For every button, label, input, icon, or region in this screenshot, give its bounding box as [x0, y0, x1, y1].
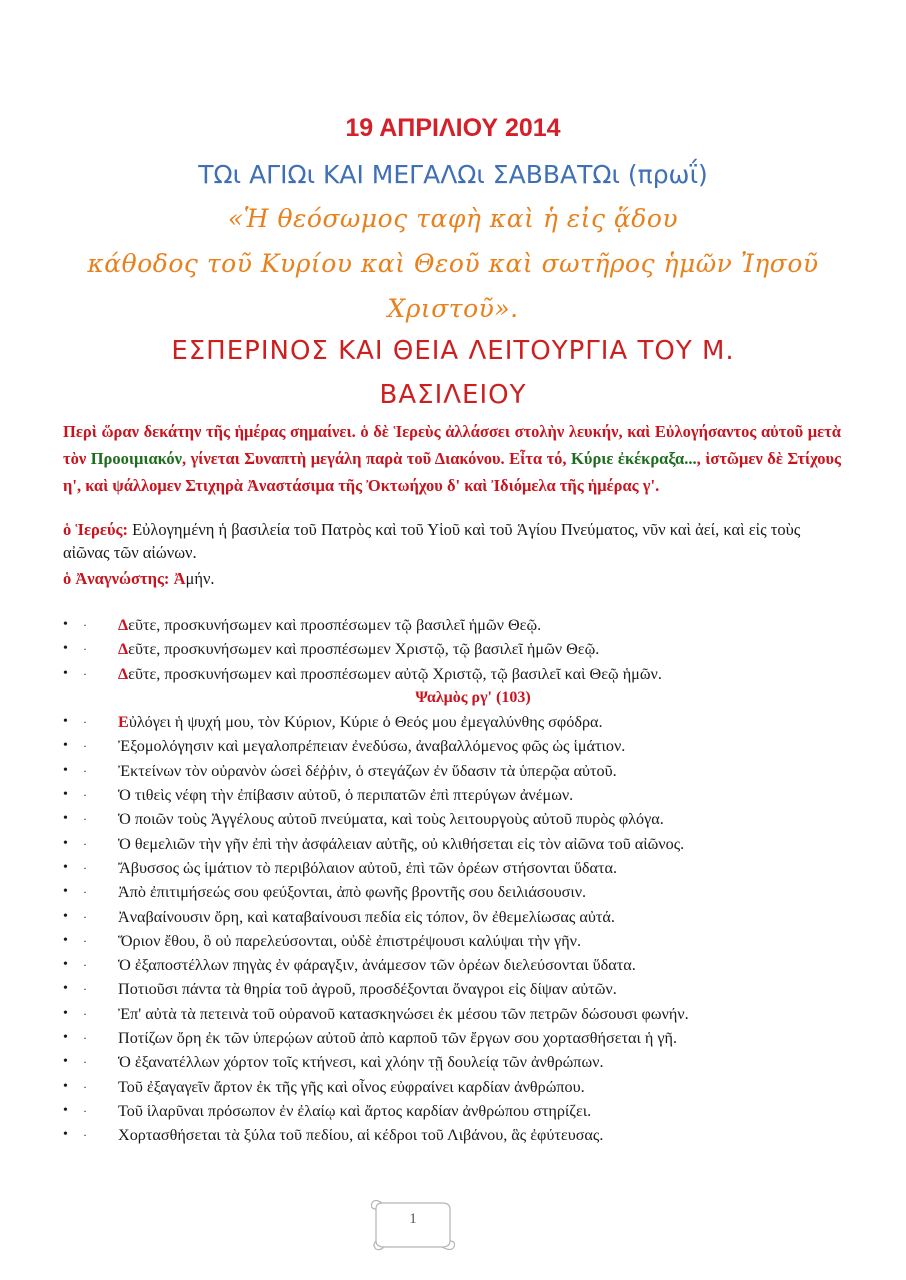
verse-text: Τοῦ ἐξαγαγεῖν ἄρτον ἐκ τῆς γῆς καὶ οἶνος εὐφραίνει καρδίαν ἀνθρώπου. [118, 1077, 585, 1096]
list-item [63, 1075, 863, 1099]
list-item [63, 929, 863, 953]
verse-text: Ἐκτείνων τὸν οὐρανὸν ὡσεὶ δέῤῥιν, ὁ στεγάζων ἐν ὕδασιν τὰ ὑπερῷα αὐτοῦ. [118, 761, 617, 780]
bullet-mid: · [83, 836, 87, 851]
rubric-text-3: , ἱστῶμεν δὲ Στίχους η', καὶ ψάλλομεν Στιχηρὰ Ἀναστάσιμα τῆς Ὀκτωήχου δ' καὶ Ἰδιόμελα τῆς ἡμέρας γ'. [63, 449, 841, 495]
verse-text: Ἐπ' αὐτὰ τὰ πετεινὰ τοῦ οὐρανοῦ κατασκηνώσει ἐκ μέσου τῶν πετρῶν δώσουσι φωνήν. [118, 1004, 689, 1023]
bullet-icon: • [63, 981, 68, 997]
verse-text: εῦτε, προσκυνήσωμεν καὶ προσπέσωμεν τῷ βασιλεῖ ἡμῶν Θεῷ. [128, 616, 542, 634]
list-item [63, 734, 863, 758]
verse-text: Τοῦ ἱλαρῦναι πρόσωπον ἐν ἐλαίῳ καὶ ἄρτος καρδίαν ἀνθρώπου στηρίζει. [118, 1101, 592, 1120]
bullet-mid: · [83, 642, 87, 657]
bullet-mid: · [83, 1055, 87, 1070]
verse-text: ὐλόγει ἡ ψυχή μου, τὸν Κύριον, Κύριε ὁ Θεός μου ἐμεγαλύνθης σφόδρα. [128, 713, 603, 732]
verse-text: Ὁ τιθεὶς νέφη τὴν ἐπίβασιν αὐτοῦ, ὁ περιπατῶν ἐπὶ πτερύγων ἀνέμων. [118, 786, 574, 805]
rubric-paragraph [63, 418, 841, 499]
bullet-mid: · [83, 1006, 87, 1021]
bullet-icon: • [63, 1127, 68, 1143]
bullet-icon: • [63, 1030, 68, 1046]
priest-text: Εὐλογημένη ἡ βασιλεία τοῦ Πατρὸς καὶ τοῦ Υἱοῦ καὶ τοῦ Ἁγίου Πνεύματος, νῦν καὶ ἀεί, καὶ εἰς τοὺς αἰῶνας τῶν αἰώνων. [63, 520, 801, 562]
bullet-mid: · [83, 885, 87, 900]
bullet-mid: · [83, 1031, 87, 1046]
initial-letter: Δ [118, 664, 129, 683]
reader-text: μήν. [185, 569, 215, 588]
bullet-mid: · [83, 763, 87, 778]
verse-text: Ὁ θεμελιῶν τὴν γῆν ἐπὶ τὴν ἀσφάλειαν αὐτῆς, οὐ κλιθήσεται εἰς τὸν αἰῶνα τοῦ αἰῶνος. [118, 834, 685, 853]
bullet-mid: · [83, 909, 87, 924]
bullet-mid: · [83, 715, 87, 730]
psalm-title: Ψαλμὸς ργ' (103) [415, 688, 531, 706]
verse-text: Ὁ ἐξανατέλλων χόρτον τοῖς κτήνεσι, καὶ χλόην τῇ δουλείᾳ τῶν ἀνθρώπων. [118, 1053, 604, 1072]
bullet-icon: • [63, 714, 68, 730]
verse-text: Ἐξομολόγησιν καὶ μεγαλοπρέπειαν ἐνεδύσω, ἀναβαλλόμενος φῶς ὡς ἱμάτιον. [118, 737, 626, 756]
bullet-mid: · [83, 1103, 87, 1118]
list-item [63, 1123, 863, 1147]
hymn-line-2: κάθοδος τοῦ Κυρίου καὶ Θεοῦ καὶ σωτῆρος ἡμῶν Ἰησοῦ [87, 249, 819, 278]
page-number-scroll [370, 1195, 456, 1253]
bullet-icon: • [63, 665, 68, 681]
verse-text: εῦτε, προσκυνήσωμεν καὶ προσπέσωμεν αὐτῷ Χριστῷ, τῷ βασιλεῖ καὶ Θεῷ ἡμῶν. [128, 664, 662, 683]
list-item [63, 662, 863, 686]
rubric-green-1: Προοιμιακόν [90, 449, 182, 468]
list-item [63, 1099, 863, 1123]
bullet-icon: • [63, 835, 68, 851]
service-title-line-2: ΒΑΣΙΛΕΙΟΥ [379, 380, 527, 410]
page-number: 1 [409, 1211, 417, 1227]
service-title-line-1: ΕΣΠΕΡΙΝΟΣ ΚΑΙ ΘΕΙΑ ΛΕΙΤΟΥΡΓΙΑ ΤΟΥ Μ. [171, 336, 735, 366]
list-item [63, 637, 863, 661]
bullet-mid: · [83, 933, 87, 948]
verse-text: Χορτασθήσεται τὰ ξύλα τοῦ πεδίου, αἱ κέδροι τοῦ Λιβάνου, ἃς ἐφύτευσας. [118, 1126, 604, 1145]
bullet-icon: • [63, 811, 68, 827]
rubric-green-2: Κύριε ἐκέκραξα... [571, 449, 697, 468]
bullet-mid: · [83, 666, 87, 681]
verse-text: Ὅριον ἔθου, ὃ οὐ παρελεύσονται, οὐδὲ ἐπιστρέψουσι καλύψαι τὴν γῆν. [118, 931, 582, 950]
list-item [63, 1050, 863, 1074]
bullet-mid: · [83, 1128, 87, 1143]
list-item [63, 905, 863, 929]
bullet-icon: • [63, 762, 68, 778]
list-item [63, 977, 863, 1001]
priest-label: ὁ Ἱερεύς: [63, 520, 133, 539]
initial-letter: Δ [118, 640, 129, 659]
bullet-mid: · [83, 739, 87, 754]
reader-label: ὁ Ἀναγνώστης: [63, 569, 174, 588]
list-item [63, 832, 863, 856]
verse-text: Ὁ ἐξαποστέλλων πηγὰς ἐν φάραγξιν, ἀνάμεσον τῶν ὀρέων διελεύσονται ὕδατα. [118, 956, 636, 975]
verse-text: Ἀπὸ ἐπιτιμήσεώς σου φεύξονται, ἀπὸ φωνῆς βροντῆς σου δειλιάσουσιν. [118, 883, 587, 902]
bullet-icon: • [63, 1054, 68, 1070]
list-item [63, 783, 863, 807]
list-item [63, 1002, 863, 1026]
verse-text: Ποτιοῦσι πάντα τὰ θηρία τοῦ ἀγροῦ, προσδέξονται ὄναγροι εἰς δίψαν αὐτῶν. [118, 980, 617, 999]
list-item [63, 807, 863, 831]
hymn-line-1: «Ἡ θεόσωμος ταφὴ καὶ ἡ εἰς ᾅδου [227, 204, 679, 233]
bullet-mid: · [83, 618, 87, 632]
bullet-mid: · [83, 860, 87, 875]
verse-list [63, 613, 863, 1148]
bullet-icon: • [63, 884, 68, 900]
bullet-icon: • [63, 738, 68, 754]
bullet-icon: • [63, 617, 68, 632]
list-item [63, 1026, 863, 1050]
verse-text: Ἀναβαίνουσιν ὄρη, καὶ καταβαίνουσι πεδία εἰς τόπον, ὃν ἐθεμελίωσας αὐτά. [118, 907, 615, 926]
list-item [63, 759, 863, 783]
bullet-mid: · [83, 958, 87, 973]
bullet-icon: • [63, 787, 68, 803]
bullet-icon: • [63, 1102, 68, 1118]
bullet-icon: • [63, 957, 68, 973]
date-heading: 19 ΑΠΡΙΛΙΟΥ 2014 [345, 114, 561, 142]
bullet-icon: • [63, 1005, 68, 1021]
list-item [63, 613, 863, 637]
reader-initial: Ἀ [173, 569, 186, 588]
bullet-icon: • [63, 908, 68, 924]
bullet-mid: · [83, 812, 87, 827]
bullet-mid: · [83, 982, 87, 997]
bullet-icon: • [63, 1078, 68, 1094]
verse-text: Ποτίζων ὄρη ἐκ τῶν ὑπερῴων αὐτοῦ ἀπὸ καρποῦ τῶν ἔργων σου χορτασθήσεται ἡ γῆ. [118, 1029, 678, 1048]
list-item [63, 953, 863, 977]
hymn-line-3: Χριστοῦ». [387, 294, 519, 323]
reader-dialog [63, 567, 841, 590]
verse-text: εῦτε, προσκυνήσωμεν καὶ προσπέσωμεν Χριστῷ, τῷ βασιλεῖ ἡμῶν Θεῷ. [128, 640, 600, 659]
feast-title: ΤΩι ΑΓΙΩι ΚΑΙ ΜΕΓΑΛΩι ΣΑΒΒΑΤΩι (πρωΐ) [198, 160, 708, 189]
verse-text: Ὁ ποιῶν τοὺς Ἀγγέλους αὐτοῦ πνεύματα, καὶ τοὺς λειτουργοὺς αὐτοῦ πυρὸς φλόγα. [118, 810, 664, 829]
priest-dialog [63, 518, 841, 564]
bullet-mid: · [83, 1079, 87, 1094]
bullet-mid: · [83, 788, 87, 803]
verse-text: Ἄβυσσος ὡς ἱμάτιον τὸ περιβόλαιον αὐτοῦ, ἐπὶ τῶν ὀρέων στήσονται ὕδατα. [118, 858, 617, 877]
bullet-icon: • [63, 641, 68, 657]
bullet-icon: • [63, 859, 68, 875]
list-item [63, 880, 863, 904]
bullet-icon: • [63, 932, 68, 948]
rubric-text-2: , γίνεται Συναπτὴ μεγάλη παρὰ τοῦ Διακόνου. Εἶτα τό, [181, 449, 572, 468]
initial-letter: Δ [118, 616, 129, 634]
list-item [63, 710, 863, 734]
rubric-text-1: Περὶ ὥραν δεκάτην τῆς ἡμέρας σημαίνει. ὁ δὲ Ἱερεὺς ἀλλάσσει στολὴν λευκήν, καὶ Εὐλογήσαντος αὐτοῦ μετὰ τὸν [63, 422, 841, 468]
initial-letter: Ε [118, 713, 129, 732]
list-item [63, 856, 863, 880]
